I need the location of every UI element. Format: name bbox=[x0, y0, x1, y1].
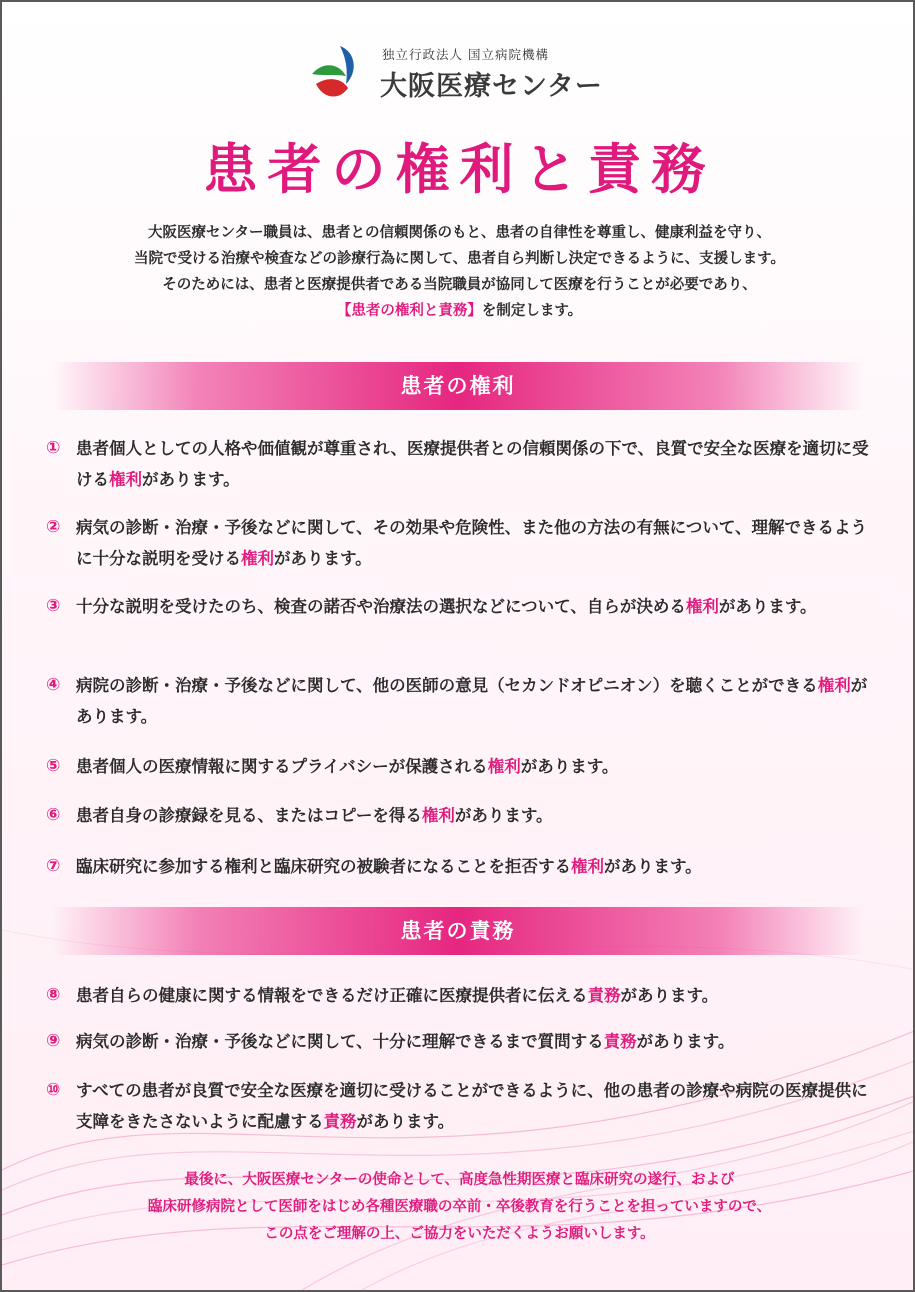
list-item bbox=[46, 800, 876, 831]
list-item bbox=[46, 591, 876, 622]
intro-line bbox=[42, 298, 877, 324]
item-keyword: 権利 bbox=[571, 857, 604, 876]
list-item bbox=[46, 670, 876, 732]
item-text: 病気の診断・治療・予後などに関して、十分に理解できるまで質問する bbox=[76, 1032, 604, 1051]
item-text: 患者自らの健康に関する情報をできるだけ正確に医療提供者に伝える bbox=[76, 986, 588, 1005]
intro-line: そのためには、患者と医療提供者である当院職員が協同して医療を行うことが必要であり、 bbox=[162, 277, 757, 293]
closing-line: 臨床研修病院として医師をはじめ各種医療職の卒前・卒後教育を行うことを担っていますので、 bbox=[147, 1199, 772, 1215]
item-text: すべての患者が良質で安全な医療を適切に受けることができるように、他の患者の診療や病院の医療提供に支障をきたさないように配慮する bbox=[76, 1081, 868, 1131]
item-text-end: があります。 bbox=[520, 757, 619, 776]
item-keyword: 権利 bbox=[817, 676, 851, 695]
item-text-end: があります。 bbox=[636, 1032, 735, 1051]
list-item bbox=[46, 851, 876, 882]
item-keyword: 権利 bbox=[421, 806, 455, 825]
duties-heading: 患者の責務 bbox=[52, 907, 864, 955]
item-number: ③ bbox=[46, 596, 61, 616]
item-keyword: 責務 bbox=[603, 1032, 637, 1051]
item-number: ① bbox=[46, 438, 61, 458]
item-keyword: 責務 bbox=[587, 986, 621, 1005]
item-text-end: があります。 bbox=[274, 549, 372, 568]
closing-line: 最後に、大阪医療センターの使命として、高度急性期医療と臨床研究の遂行、および bbox=[184, 1172, 735, 1188]
list-item bbox=[46, 980, 876, 1011]
item-text: 病気の診断・治療・予後などに関して、その効果や危険性、また他の方法の有無について、理解できるように十分な説明を受ける bbox=[76, 518, 868, 568]
intro-line: 当院で受ける治療や検査などの診療行為に関して、患者自ら判断し決定できるように、支援します。 bbox=[133, 251, 786, 267]
intro-line-rest: を制定します。 bbox=[481, 303, 583, 319]
item-text-end: があります。 bbox=[718, 597, 817, 616]
list-item bbox=[46, 1026, 876, 1057]
item-text: 病院の診断・治療・予後などに関して、他の医師の意見（セカンドオピニオン）を聴くことができる bbox=[76, 676, 818, 695]
item-keyword: 権利 bbox=[109, 470, 142, 489]
item-keyword: 責務 bbox=[323, 1112, 357, 1131]
hospital-logo-icon bbox=[310, 44, 366, 100]
item-text-end: があります。 bbox=[76, 676, 868, 726]
list-item bbox=[46, 433, 876, 495]
intro-line: 大阪医療センター職員は、患者との信頼関係のもと、患者の自律性を尊重し、健康利益を守り、 bbox=[148, 225, 771, 241]
item-text: 患者個人の医療情報に関するプライバシーが保護される bbox=[76, 757, 488, 776]
item-text: 患者個人としての人格や価値観が尊重され、医療提供者との信頼関係の下で、良質で安全な医療を適切に受ける bbox=[76, 439, 869, 489]
item-number: ⑦ bbox=[46, 856, 61, 876]
intro-highlight: 【患者の権利と責務】 bbox=[336, 303, 482, 319]
item-number: ⑨ bbox=[46, 1031, 61, 1051]
page-title: 患者の権利と責務 bbox=[203, 137, 716, 201]
item-keyword: 権利 bbox=[241, 549, 274, 568]
list-item bbox=[46, 512, 876, 574]
item-text: 患者自身の診療録を見る、またはコピーを得る bbox=[76, 806, 422, 825]
item-keyword: 権利 bbox=[487, 757, 521, 776]
rights-heading: 患者の権利 bbox=[52, 362, 864, 410]
item-text-end: があります。 bbox=[142, 470, 240, 489]
item-text: 十分な説明を受けたのち、検査の諾否や治療法の選択などについて、自らが決める bbox=[76, 597, 686, 616]
closing-message bbox=[42, 1167, 877, 1248]
logo-hospital-name: 大阪医療センター bbox=[380, 71, 603, 102]
item-text-end: があります。 bbox=[454, 806, 553, 825]
item-number: ④ bbox=[46, 675, 61, 695]
list-item bbox=[46, 751, 876, 782]
item-number: ⑥ bbox=[46, 805, 61, 825]
closing-line: この点をご理解の上、ご協力をいただくようお願いします。 bbox=[264, 1226, 655, 1242]
item-text-end: があります。 bbox=[620, 986, 719, 1005]
intro-paragraph bbox=[42, 220, 877, 324]
list-item bbox=[46, 1075, 876, 1137]
item-number: ⑩ bbox=[46, 1080, 61, 1100]
item-number: ⑤ bbox=[46, 756, 61, 776]
hospital-logo bbox=[302, 42, 642, 102]
item-text-end: があります。 bbox=[356, 1112, 455, 1131]
item-number: ⑧ bbox=[46, 985, 61, 1005]
item-keyword: 権利 bbox=[685, 597, 719, 616]
logo-organization: 独立行政法人 国立病院機構 bbox=[382, 47, 549, 62]
item-number: ② bbox=[46, 517, 61, 537]
item-text-end: があります。 bbox=[604, 857, 702, 876]
item-text: 臨床研究に参加する権利と臨床研究の被験者になることを拒否する bbox=[76, 857, 571, 876]
